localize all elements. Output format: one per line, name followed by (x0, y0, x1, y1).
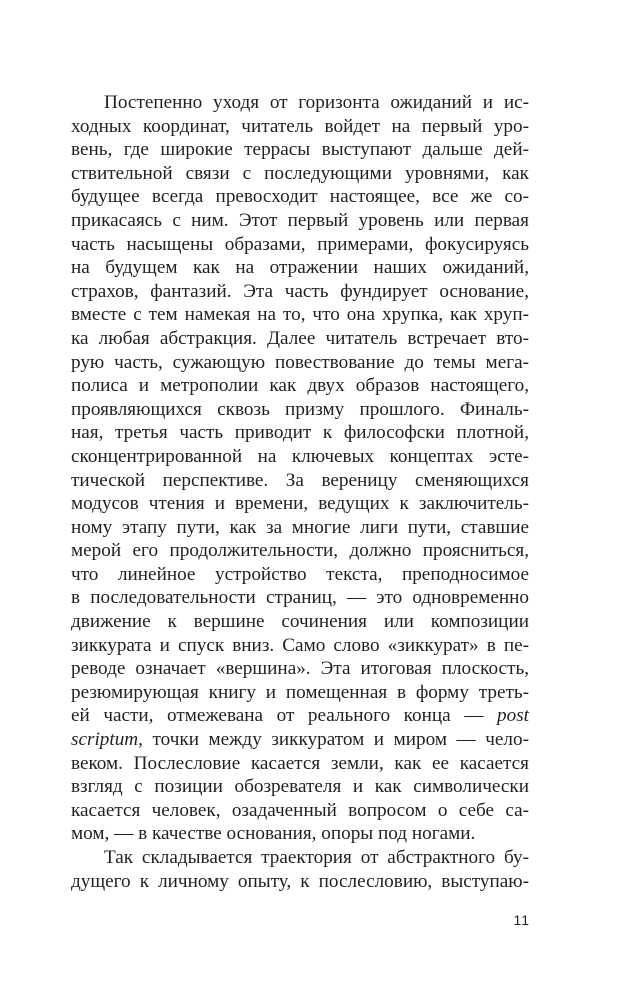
text-line: вместе с тем намекая на то, что она хрупка, как хруп- (71, 304, 529, 326)
text-line: ная, третья часть приводит к философски плотной, (71, 422, 529, 444)
text-line: будущее всегда превосходит настоящее, все же со- (71, 186, 529, 208)
italic-term: scriptum (71, 729, 139, 751)
text-line: мерой его продолжительности, должно проясниться, (71, 540, 529, 562)
text-line: ка любая абстракция. Далее читатель встречает вто- (71, 327, 529, 349)
text-line: веком. Послесловие касается земли, как ее касается (71, 752, 529, 774)
text-line: ному этапу пути, как за многие лиги пути, ставшие (71, 516, 529, 538)
text-line: резюмирующая книгу и помещенная в форму треть- (71, 681, 529, 703)
page-number: 11 (513, 912, 530, 928)
text-line: дущего к личному опыту, к послесловию, выступаю- (71, 870, 529, 892)
text-line: что линейное устройство текста, преподносимое (71, 563, 529, 585)
text-segment: , точки между зиккуратом и миром — чело- (138, 729, 529, 751)
text-line (71, 728, 529, 752)
text-line: сконцентрированной на ключевых концептах эсте- (71, 445, 529, 467)
text-line: проявляющихся сквозь призму прошлого. Финаль- (71, 398, 529, 420)
text-line: рую часть, сужающую повествование до темы мега- (71, 351, 529, 373)
text-line: ствительной связи с последующими уровнями, как (71, 162, 529, 184)
italic-term: post (497, 705, 530, 727)
text-line: страхов, фантазий. Эта часть фундирует основание, (71, 280, 529, 302)
text-line: касается человек, озадаченный вопросом о себе са- (71, 799, 529, 821)
text-line: модусов чтения и времени, ведущих к заключитель- (71, 493, 529, 515)
body-text (71, 91, 529, 893)
text-line: Постепенно уходя от горизонта ожиданий и ис- (104, 92, 529, 113)
text-line: вень, где широкие террасы выступают дальше дей- (71, 139, 529, 161)
text-line (71, 704, 529, 728)
text-line: тической перспективе. За вереницу сменяющихся (71, 469, 529, 491)
text-segment: ей части, отмежевана от реального конца — (71, 705, 484, 727)
text-line: мом, — в качестве основания, опоры под ногами. (71, 823, 476, 845)
text-line: реводе означает «вершина». Эта итоговая плоскость, (71, 658, 529, 680)
text-line: прикасаясь с ним. Этот первый уровень или первая (71, 209, 529, 231)
text-line: движение к вершине сочинения или композиции (71, 611, 529, 633)
text-line: ходных координат, читатель войдет на первый уро- (71, 115, 529, 137)
text-line: в последовательности страниц, — это одновременно (71, 587, 529, 609)
text-line: взгляд с позиции обозревателя и как символически (71, 776, 529, 798)
text-line: зиккурата и спуск вниз. Само слово «зиккурат» в пе- (71, 634, 529, 656)
text-line: на будущем как на отражении наших ожиданий, (71, 257, 529, 279)
text-line: часть насыщены образами, примерами, фокусируясь (71, 233, 529, 255)
text-line: Так складывается траектория от абстрактного бу- (104, 847, 529, 868)
text-line: полиса и метрополии как двух образов настоящего, (71, 375, 529, 397)
